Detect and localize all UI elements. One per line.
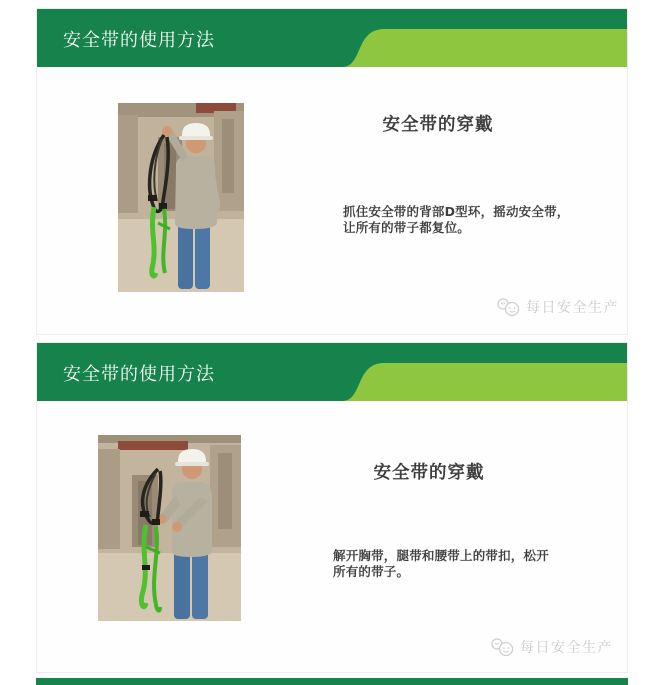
green-swoosh-shape <box>335 343 627 401</box>
slide-title: 安全带的使用方法 <box>63 30 215 52</box>
body-line: 让所有的带子都复位。 <box>343 219 471 235</box>
next-slide-top-edge <box>36 678 628 685</box>
body-text <box>333 548 549 580</box>
slide-1-header <box>37 9 627 67</box>
slide-2-header <box>37 343 627 401</box>
body-text <box>343 204 569 236</box>
photo-worker-holding-harness-up <box>118 103 244 292</box>
watermark <box>490 637 613 657</box>
watermark <box>496 297 619 317</box>
body-line: 抓住安全带的背部D型环，摇动安全带， <box>343 204 570 219</box>
watermark-label: 每日安全生产 <box>520 640 613 656</box>
body-line: 解开胸带，腿带和腰带上的带扣，松开 <box>333 548 549 563</box>
chat-faces-logo-icon <box>496 297 522 317</box>
body-line: 所有的带子。 <box>333 563 410 579</box>
slide-1 <box>36 8 628 335</box>
slide-title: 安全带的使用方法 <box>63 364 215 386</box>
section-heading: 安全带的穿戴 <box>382 115 494 135</box>
photo-worker-unfastening-harness <box>98 435 241 621</box>
chat-faces-logo-icon <box>490 637 516 657</box>
green-swoosh-shape <box>335 9 627 67</box>
section-heading: 安全带的穿戴 <box>373 463 485 483</box>
slide-2 <box>36 342 628 673</box>
watermark-label: 每日安全生产 <box>526 300 619 316</box>
